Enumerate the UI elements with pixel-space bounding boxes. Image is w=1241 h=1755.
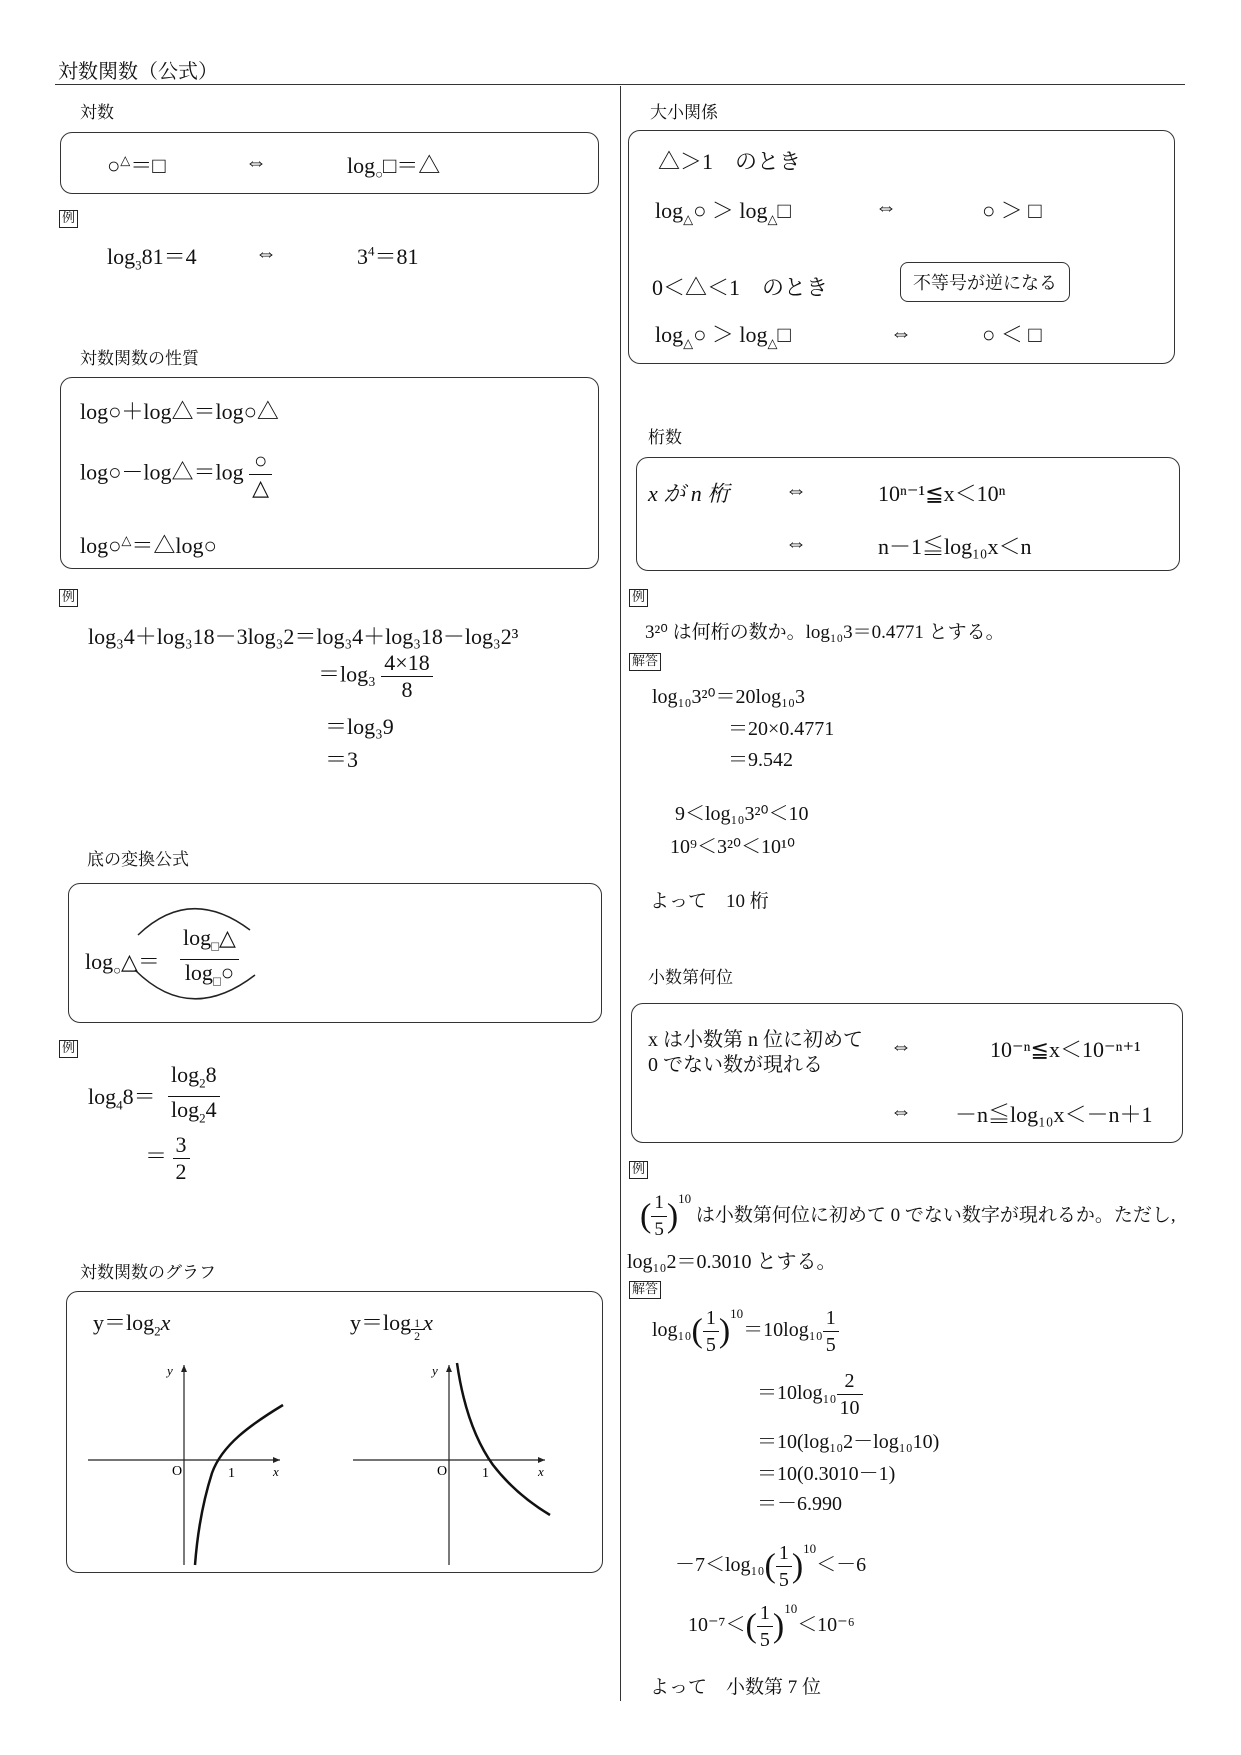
x-intercept-label: 1 bbox=[228, 1466, 235, 1481]
y-axis-arrow bbox=[446, 1365, 452, 1372]
properties-example-line3: ＝log₃9 bbox=[325, 714, 394, 739]
logarithm-example-lhs: $\log_381=4$ bbox=[107, 244, 197, 273]
column-divider bbox=[620, 86, 621, 1701]
properties-example-line1: log₃4＋log₃18－3log₃2＝log₃4＋log₃18－log₃2³ bbox=[88, 624, 519, 649]
graph-log2 bbox=[80, 1355, 290, 1570]
base-change-lhs: $\log_○\triangle=$ bbox=[85, 949, 160, 978]
section-heading-magnitude: 大小関係 bbox=[650, 103, 718, 123]
equivalence-arrow: ⇔ bbox=[785, 477, 807, 502]
answer-tag: 解答 bbox=[629, 1281, 661, 1299]
section-heading-decimal: 小数第何位 bbox=[648, 968, 733, 988]
decimal-step4: ＝10(0.3010－1) bbox=[757, 1463, 896, 1485]
title-rule bbox=[55, 84, 1185, 85]
properties-example-line4: ＝3 bbox=[325, 747, 359, 772]
base-change-example-fraction: $\frac{\log_28}{\log_24}$ bbox=[168, 1062, 220, 1132]
decimal-step5: ＝－6.990 bbox=[757, 1493, 842, 1515]
graph-left-label: $y=\log_2x$ bbox=[93, 1310, 171, 1339]
equivalence-arrow: ⇔ bbox=[890, 1033, 912, 1058]
x-axis-arrow bbox=[538, 1457, 545, 1463]
decimal-step2: ＝10log₁₀ $\frac{2}{10}$ bbox=[757, 1368, 863, 1421]
base-change-example-result: ＝ $\frac{3}{2}$ bbox=[145, 1132, 190, 1185]
digits-row2-right: n－1≦log₁₀x＜n bbox=[878, 534, 1032, 559]
answer-tag: 解答 bbox=[629, 653, 661, 671]
section-heading-digits: 桁数 bbox=[648, 428, 682, 448]
section-heading-graph: 対数関数のグラフ bbox=[80, 1263, 216, 1283]
digits-step5: 10⁹＜3²⁰＜10¹⁰ bbox=[670, 836, 795, 858]
decimal-step7: 10⁻⁷＜( $\frac{1}{5}$ )$^{10}$＜10⁻⁶ bbox=[688, 1601, 855, 1651]
example-tag: 例 bbox=[629, 589, 648, 607]
x-intercept-label: 1 bbox=[482, 1466, 489, 1481]
decimal-row1-left-b: 0 でない数が現れる bbox=[648, 1054, 823, 1076]
magnitude-case2-lhs: $\log_\triangle○$ ＞ $\log_\triangle□$ bbox=[655, 322, 791, 351]
digits-step3: ＝9.542 bbox=[728, 749, 793, 771]
equivalence-arrow: ⇔ bbox=[890, 320, 912, 345]
magnitude-case1-lhs: $\log_\triangle○$ ＞ $\log_\triangle□$ bbox=[655, 198, 791, 227]
equivalence-arrow: ⇔ bbox=[245, 149, 267, 174]
magnitude-case1: △＞1 のとき bbox=[658, 149, 802, 174]
decimal-step1: log₁₀( $\frac{1}{5}$ )$^{10}$＝10log₁₀ $\frac{1}{5}$ bbox=[652, 1305, 839, 1358]
x-axis-label: x bbox=[538, 1464, 544, 1479]
origin-label: O bbox=[172, 1464, 183, 1479]
digits-step1: log₁₀3²⁰＝20log₁₀3 bbox=[652, 686, 806, 708]
digits-row1-left: x が n 桁 bbox=[648, 481, 730, 506]
digits-row1-right: 10ⁿ⁻¹≦x＜10ⁿ bbox=[878, 481, 1006, 506]
log-half-curve bbox=[457, 1363, 550, 1515]
magnitude-case1-result: ○ ＞ □ bbox=[982, 198, 1042, 223]
equivalence-arrow: ⇔ bbox=[875, 194, 897, 219]
section-heading-base-change: 底の変換公式 bbox=[87, 850, 189, 870]
section-heading-logarithm: 対数 bbox=[80, 103, 114, 123]
example-tag: 例 bbox=[59, 1040, 78, 1058]
origin-label: O bbox=[437, 1464, 448, 1479]
y-axis-arrow bbox=[181, 1365, 187, 1372]
equivalence-arrow: ⇔ bbox=[255, 240, 277, 265]
section-heading-properties: 対数関数の性質 bbox=[80, 349, 199, 369]
y-axis-label: y bbox=[432, 1363, 438, 1378]
decimal-step3: ＝10(log₁₀2－log₁₀10) bbox=[757, 1431, 940, 1453]
decimal-row1-right: 10⁻ⁿ≦x＜10⁻ⁿ⁺¹ bbox=[990, 1037, 1141, 1062]
decimal-question-line2: log₁₀2＝0.3010 とする。 bbox=[627, 1251, 837, 1273]
x-axis-label: x bbox=[273, 1464, 279, 1479]
example-tag: 例 bbox=[59, 589, 78, 607]
page-title: 対数関数（公式） bbox=[58, 59, 218, 83]
property-power: log○△＝△log○ bbox=[80, 532, 217, 558]
graph-right-label: y＝log $\frac{1}{2}$ x bbox=[350, 1310, 433, 1343]
equivalence-arrow: ⇔ bbox=[890, 1098, 912, 1123]
example-tag: 例 bbox=[59, 210, 78, 228]
inequality-reversal-note: 不等号が逆になる bbox=[900, 262, 1070, 302]
digits-conclusion: よって 10 桁 bbox=[650, 891, 769, 912]
x-axis-arrow bbox=[273, 1457, 280, 1463]
log2-curve bbox=[195, 1405, 283, 1565]
equivalence-arrow: ⇔ bbox=[785, 530, 807, 555]
graph-log-half bbox=[345, 1355, 555, 1570]
definition-lhs: ○△＝□ bbox=[107, 152, 166, 178]
digits-question: 3²⁰ は何桁の数か。log₁₀3＝0.4771 とする。 bbox=[645, 622, 1005, 643]
definition-rhs: $\log_○□=\triangle$ bbox=[347, 153, 441, 182]
base-change-example-lhs: $\log_48=$ bbox=[88, 1084, 156, 1113]
magnitude-case2: 0＜△＜1 のとき bbox=[652, 275, 829, 300]
example-tag: 例 bbox=[629, 1161, 648, 1179]
decimal-step6: －7＜log₁₀( $\frac{1}{5}$ )$^{10}$＜－6 bbox=[675, 1541, 867, 1591]
digits-step2: ＝20×0.4771 bbox=[728, 718, 835, 740]
decimal-row2-right: －n≦log₁₀x＜－n＋1 bbox=[955, 1102, 1153, 1127]
decimal-row1-left-a: x は小数第 n 位に初めて bbox=[648, 1029, 863, 1051]
base-change-fraction: $\frac{\log_□\triangle}{\log_□○}$ bbox=[180, 925, 239, 995]
properties-example-line2: ＝log₃ $\frac{4\times 18}{8}$ bbox=[318, 650, 433, 703]
digits-step4: 9＜log₁₀3²⁰＜10 bbox=[675, 803, 809, 825]
property-quotient: log○－log△＝log $\frac{○}{\triangle}$ bbox=[80, 448, 272, 501]
decimal-conclusion: よって 小数第 7 位 bbox=[650, 1677, 822, 1698]
property-product: log○＋log△＝log○△ bbox=[80, 399, 279, 424]
y-axis-label: y bbox=[167, 1363, 173, 1378]
decimal-question: ( $\frac{1}{5}$ )$^{10}$ は小数第何位に初めて 0 でない数字が現れるか。ただし, bbox=[640, 1190, 1176, 1240]
magnitude-case2-result: ○ ＜ □ bbox=[982, 322, 1042, 347]
logarithm-example-rhs: $3^4=81$ bbox=[357, 243, 419, 269]
